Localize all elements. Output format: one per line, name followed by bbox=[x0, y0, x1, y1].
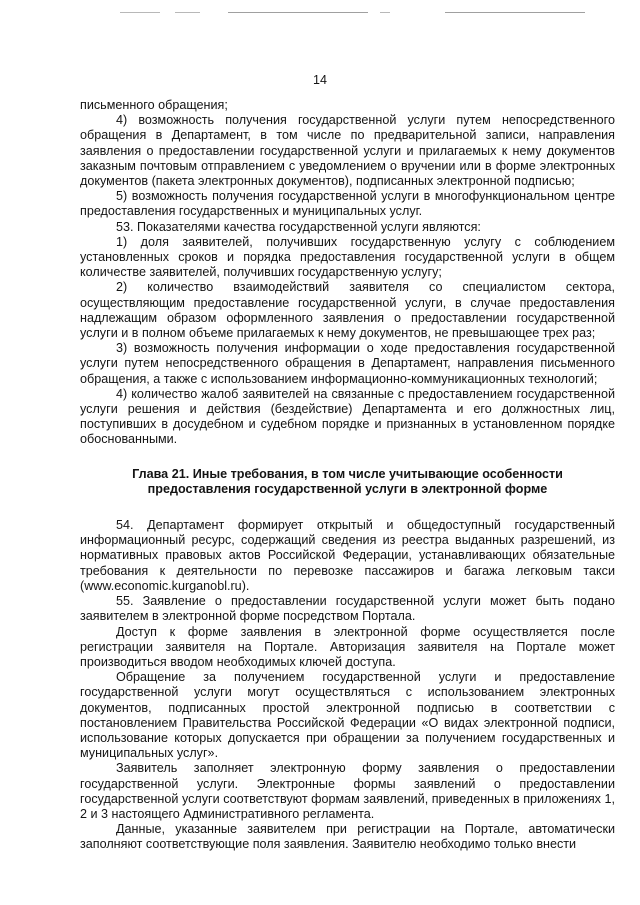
paragraph: 5) возможность получения государственной услуги в многофункциональном центре предоставления государственных и муниципальных услуг. bbox=[80, 189, 615, 219]
page-number: 14 bbox=[313, 73, 327, 87]
document-section-before-heading bbox=[80, 98, 615, 448]
paragraph: Обращение за получением государственной услуги и предоставление государственной услуги могут осуществляться с использованием электронных документов, подписанных простой электронной подписью в соответствии с постановлением Правительства Российской Федерации «О видах электронной подписи, использование которых допускается при обращении за получением государственных и муниципальных услуг». bbox=[80, 670, 615, 761]
chapter-heading-line-2: предоставления государственной услуги в электронной форме bbox=[147, 481, 548, 496]
document-body bbox=[80, 98, 615, 853]
paragraph: 2) количество взаимодействий заявителя со специалистом сектора, осуществляющим предоставление государственной услуги, в случае предоставления надлежащим образом оформленного заявления о предоставлении государственной услуги и в полном объеме прилагаемых к нему документов, не превышающее трех раз; bbox=[80, 280, 615, 341]
paragraph: 4) возможность получения государственной услуги путем непосредственного обращения в Департамент, в том числе по предварительной записи, направления заявления о предоставлении государственной услуги и прилагаемых к нему документов заказным почтовым отправлением с уведомлением о вручении или в форме электронных документов (пакета электронных документов), подписанных электронной подписью; bbox=[80, 113, 615, 189]
paragraph: 3) возможность получения информации о ходе предоставления государственной услуги путем непосредственного обращения в Департамент, направления письменного обращения, а также с использованием информационно-коммуникационных технологий; bbox=[80, 341, 615, 386]
chapter-heading-line-1: Глава 21. Иные требования, в том числе учитывающие особенности bbox=[132, 466, 563, 481]
document-section-after-heading bbox=[80, 518, 615, 852]
scan-artifact-top-edge bbox=[0, 12, 640, 15]
paragraph: 55. Заявление о предоставлении государственной услуги может быть подано заявителем в электронной форме посредством Портала. bbox=[80, 594, 615, 624]
paragraph: Доступ к форме заявления в электронной форме осуществляется после регистрации заявителя на Портале. Авторизация заявителя на Портале может производиться вводом необходимых ключей доступа. bbox=[80, 624, 615, 669]
paragraph: 54. Департамент формирует открытый и общедоступный государственный информационный ресурс, содержащий сведения из реестра выданных разрешений, из нормативных правовых актов Российской Федерации, устанавливающих обязательные требования к деятельности по перевозке пассажиров и багажа легковым такси (www.economic.kurganobl.ru). bbox=[80, 518, 615, 593]
paragraph: Заявитель заполняет электронную форму заявления о предоставлении государственной услуги. Электронные формы заявлений о предоставлении государственной услуги соответствуют формам заявлений, приведенных в приложениях 1, 2 и 3 настоящего Административного регламента. bbox=[80, 761, 615, 821]
paragraph: письменного обращения; bbox=[80, 98, 228, 112]
paragraph: Данные, указанные заявителем при регистрации на Портале, автоматически заполняют соответствующие поля заявления. Заявителю необходимо только внести bbox=[80, 822, 615, 852]
chapter-heading bbox=[80, 467, 615, 497]
paragraph: 53. Показателями качества государственной услуги являются: bbox=[116, 219, 481, 234]
paragraph: 4) количество жалоб заявителей на связанные с предоставлением государственной услуги решения и действия (бездействие) Департамента и его должностных лиц, поступивших в досудебном и судебном порядке и признанных в установленном порядке обоснованными. bbox=[80, 386, 615, 447]
paragraph: 1) доля заявителей, получивших государственную услугу с соблюдением установленных сроков и порядка предоставления государственной услуги в общем количестве заявителей, получивших государственную услугу; bbox=[80, 234, 615, 280]
